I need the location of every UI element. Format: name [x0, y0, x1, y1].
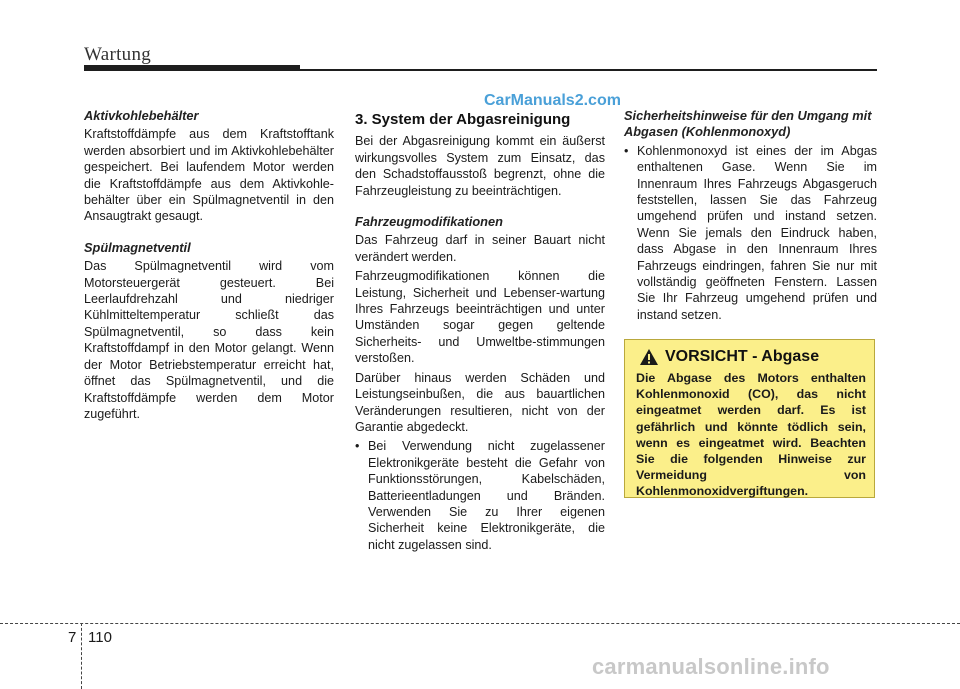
column-middle — [355, 108, 605, 553]
footer-page-number: 110 — [88, 629, 112, 646]
list-item — [624, 143, 877, 323]
footer-dashed-rule — [0, 623, 960, 624]
header-rule-thin — [300, 69, 877, 71]
column-left — [84, 108, 334, 425]
subheading-spuelmagnetventil: Spülmagnetventil — [84, 239, 191, 255]
watermark-bottom[interactable]: carmanualsonline.info — [592, 654, 830, 679]
paragraph-spuelmagnetventil: Das Spülmagnetventil wird vom Motorsteuergerät gesteuert. Bei Leerlaufdrehzahl und niedriger Kühlmitteltemperatur schließt das Spülmagnetventil, so dass kein Kraftstoffdampf in den Motor gelangt. Wenn der Motor Betriebstemperatur erreicht hat, öffnet das Spülmagnetventil, und die Kraftstoffdämpfe werden dem Motor zugeführt. — [84, 259, 334, 421]
warning-box — [624, 339, 875, 498]
page-header-title: Wartung — [84, 44, 152, 65]
paragraph-abgasreinigung: Bei der Abgasreinigung kommt ein äußerst wirkungsvolles System zum Einsatz, das den Schadstoffausstoß begrenzt, ohne die Fahrzeugleistung zu beeinträchtigen. — [355, 134, 605, 198]
header-rule-thick — [84, 65, 300, 71]
list-item — [355, 438, 605, 553]
bullet-dot: • — [624, 143, 629, 158]
paragraph-modifikationen: Fahrzeugmodifikationen können die Leistung, Sicherheit und Lebenser-wartung Ihres Fahrzeugs beeinträchtigen und unter Umständen sogar gegen geltende Sicherheits- und Umweltbe-stimmungen verstoßen. — [355, 269, 605, 366]
paragraph-garantie: Darüber hinaus werden Schäden und Leistungseinbußen, die aus bauartlichen Veränderungen resultieren, nicht von der Garantie abgedeckt. — [355, 370, 605, 434]
warning-header — [639, 348, 819, 366]
subheading-sicherheitshinweise: Sicherheitshinweise für den Umgang mit Abgasen (Kohlenmonoxyd) — [624, 108, 872, 140]
warning-title: VORSICHT - Abgase — [665, 348, 820, 365]
footer-vertical-dashed-rule — [81, 623, 82, 689]
section-title-abgasreinigung: 3. System der Abgasreinigung — [355, 111, 571, 128]
warning-text: Die Abgase des Motors enthalten Kohlenmonoxid (CO), das nicht eingeatmet werden darf. Es ist gefährlich und könnte tödlich sein, wenn es eingeatmet wird. Beachten Sie die folgenden Hinweise zur Vermeidung von Kohlenmonoxidvergiftungen. — [636, 371, 866, 499]
paragraph-aktivkohle: Kraftstoffdämpfe aus dem Kraftstofftank werden absorbiert und im Aktivkohlebehälter gespeichert. Bei laufendem Motor werden die Kraftstoffdämpfe aus dem Aktivkohle-behälter über ein Spülmagnetventil in den Ansaugtrakt gesaugt. — [84, 127, 334, 224]
watermark-top[interactable]: CarManuals2.com — [484, 92, 621, 109]
subheading-aktivkohlebehaelter: Aktivkohlebehälter — [84, 108, 199, 123]
bullet-text-kohlenmonoxyd: Kohlenmonoxyd ist eines der im Abgas enthaltenen Gase. Wenn Sie im Innenraum Ihres Fahrzeugs Abgasgeruch feststellen, lassen Sie das Fahrzeug umgehend prüfen und instand setzen. Wenn Sie jemals den Eindruck haben, dass Abgase in den Innenraum Ihres Fahrzeugs eindringen, fahren Sie nur mit vollständig geöffneten Fenstern. Lassen Sie Ihr Fahrzeug umgehend prüfen und instand setzen. — [637, 143, 877, 322]
warning-triangle-icon — [639, 348, 659, 366]
paragraph-bauart: Das Fahrzeug darf in seiner Bauart nicht verändert werden. — [355, 233, 605, 264]
footer-chapter-number: 7 — [68, 629, 77, 646]
column-right — [624, 108, 877, 323]
bullet-dot: • — [355, 439, 360, 454]
bullet-text-elektronik: Bei Verwendung nicht zugelassener Elektronikgeräte besteht die Gefahr von Funktionsstörungen, Kabelschäden, Batterieentladungen und Bränden. Verwenden Sie zu Ihrer eigenen Sicherheit keine Elektronikgeräte, die nicht zugelassen sind. — [368, 439, 605, 552]
subheading-fahrzeugmodifikationen: Fahrzeugmodifikationen — [355, 214, 503, 230]
